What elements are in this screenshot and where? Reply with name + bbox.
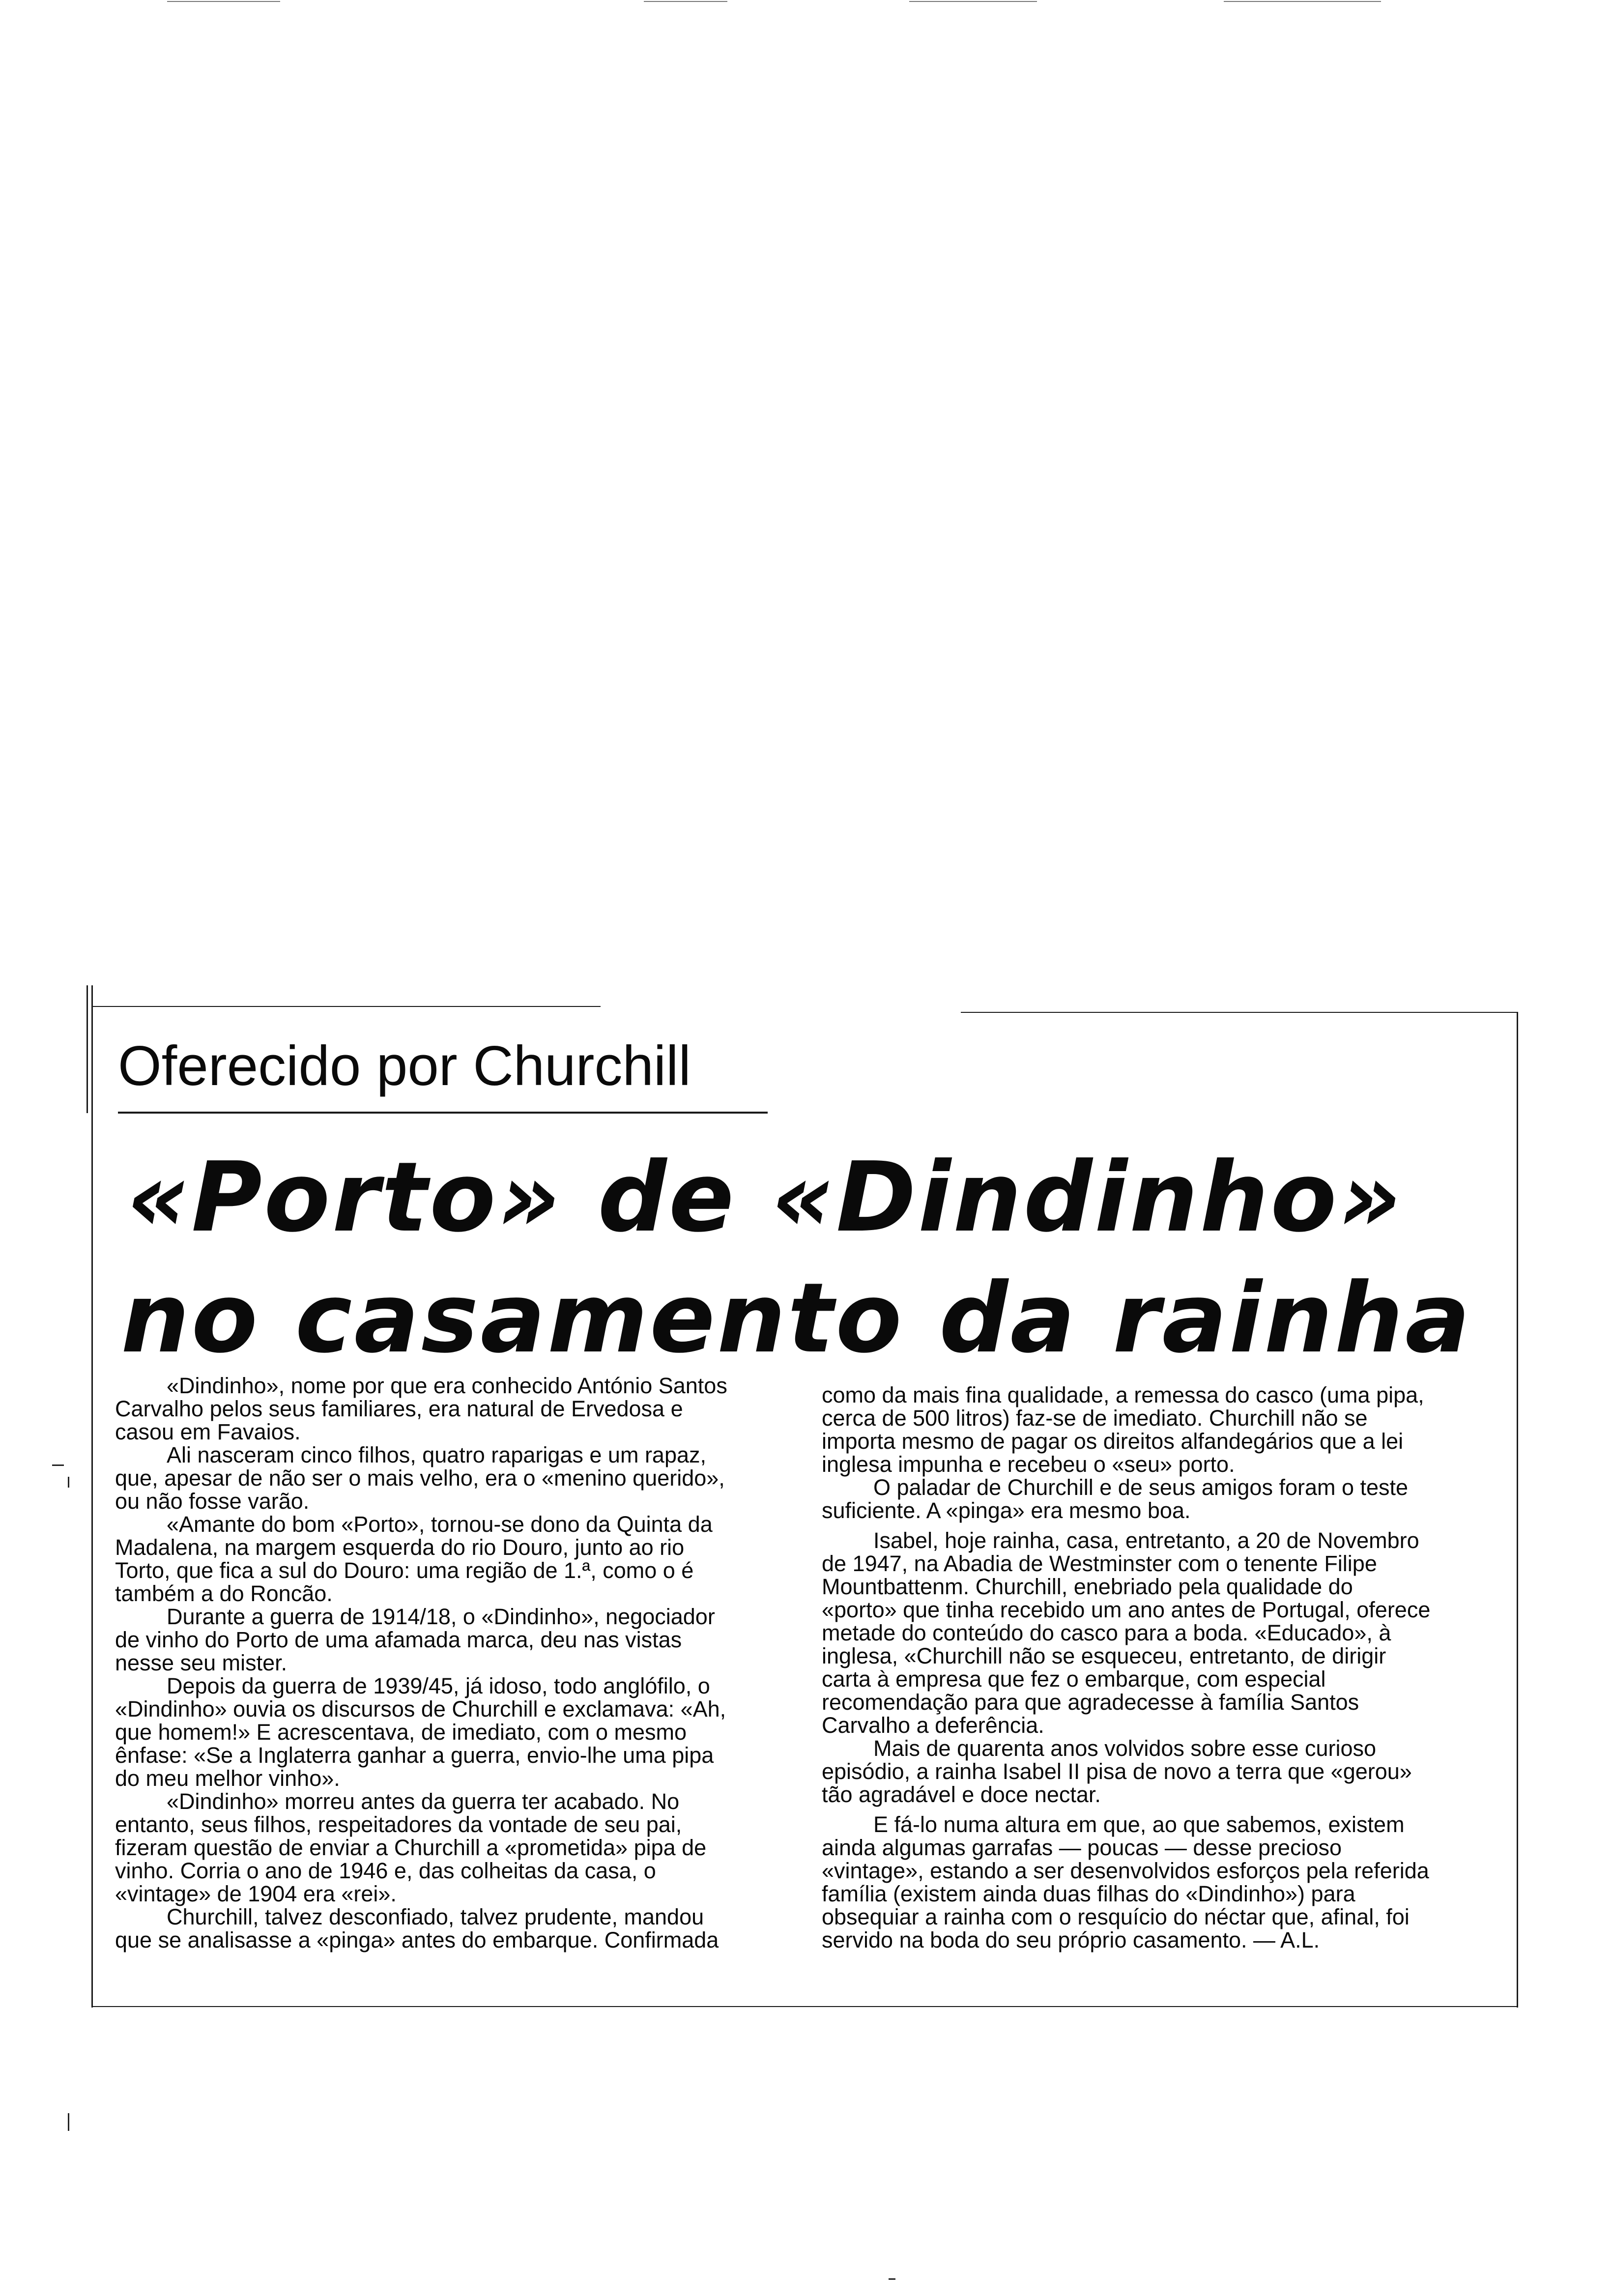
frame-left-border <box>91 985 93 2008</box>
text-line: Isabel, hoje rainha, casa, entretanto, a 20 de Novembro <box>873 1528 1419 1553</box>
frame-right-border <box>1517 1012 1518 2008</box>
margin-mark <box>52 1464 64 1466</box>
text-line: «Amante do bom «Porto», tornou-se dono da Quinta da <box>167 1512 713 1537</box>
text-line: «porto» que tinha recebido um ano antes de Portugal, oferece <box>822 1597 1431 1622</box>
text-line: vinho. Corria o ano de 1946 e, das colheitas da casa, o <box>115 1858 656 1883</box>
text-line: ênfase: «Se a Inglaterra ganhar a guerra, envio-lhe uma pipa <box>115 1743 714 1768</box>
text-line: «vintage» de 1904 era «rei». <box>115 1881 397 1906</box>
text-line: inglesa, «Churchill não se esqueceu, entretanto, de dirigir <box>822 1643 1386 1668</box>
text-line: ou não fosse varão. <box>115 1489 310 1514</box>
text-line: obsequiar a rainha com o resquício do néctar que, afinal, foi <box>822 1904 1410 1929</box>
frame-top-border-left <box>91 1006 601 1007</box>
text-line: carta à empresa que fez o embarque, com especial <box>822 1666 1326 1692</box>
text-line: suficiente. A «pinga» era mesmo boa. <box>822 1498 1191 1523</box>
scan-edge-mark <box>1224 1 1381 2</box>
headline-line-2: no casamento da rainha <box>121 1263 1472 1375</box>
text-line: E fá-lo numa altura em que, ao que sabemos, existem <box>873 1812 1405 1837</box>
text-line: família (existem ainda duas filhas do «Dindinho») para <box>822 1881 1355 1906</box>
text-line: episódio, a rainha Isabel II pisa de novo a terra que «gerou» <box>822 1759 1412 1784</box>
text-line: Ali nasceram cinco filhos, quatro raparigas e um rapaz, <box>167 1442 707 1467</box>
headline-line-1: «Porto» de «Dindinho» <box>127 1142 1404 1254</box>
text-line: entanto, seus filhos, respeitadores da vontade de seu pai, <box>115 1812 682 1837</box>
text-line: como da mais fina qualidade, a remessa do casco (uma pipa, <box>822 1382 1424 1407</box>
article-left-column <box>115 1374 788 1952</box>
text-line: casou em Favaios. <box>115 1419 301 1444</box>
text-line: Mais de quarenta anos volvidos sobre esse curioso <box>873 1736 1377 1761</box>
text-line: de vinho do Porto de uma afamada marca, deu nas vistas <box>115 1627 682 1652</box>
margin-mark <box>889 2278 895 2280</box>
text-line: metade do conteúdo do casco para a boda. «Educado», à <box>822 1620 1391 1645</box>
text-line: importa mesmo de pagar os direitos alfandegários que a lei <box>822 1429 1404 1454</box>
text-line: tão agradável e doce nectar. <box>822 1782 1101 1807</box>
kicker: Oferecido por Churchill <box>118 1035 691 1097</box>
scan-edge-mark <box>644 1 727 2</box>
margin-mark <box>68 2113 69 2131</box>
frame-bottom-border <box>91 2006 1518 2007</box>
text-line: Madalena, na margem esquerda do rio Douro, junto ao rio <box>115 1535 685 1560</box>
text-line: Torto, que fica a sul do Douro: uma região de 1.ª, como o é <box>115 1558 694 1583</box>
text-line: Churchill, talvez desconfiado, talvez prudente, mandou <box>167 1904 704 1929</box>
text-line: O paladar de Churchill e de seus amigos foram o teste <box>873 1475 1409 1500</box>
text-line: também a do Roncão. <box>115 1581 333 1606</box>
text-line: inglesa impunha e recebeu o «seu» porto. <box>822 1452 1235 1477</box>
article-right-column <box>822 1383 1495 1952</box>
text-line: fizeram questão de enviar a Churchill a «prometida» pipa de <box>115 1835 707 1860</box>
text-line: nesse seu mister. <box>115 1650 288 1675</box>
text-line: Carvalho pelos seus familiares, era natural de Ervedosa e <box>115 1396 683 1421</box>
text-line: que homem!» E acrescentava, de imediato, com o mesmo <box>115 1720 687 1745</box>
text-line: que, apesar de não ser o mais velho, era o «menino querido», <box>115 1465 725 1491</box>
text-line: Carvalho a deferência. <box>822 1713 1044 1738</box>
text-line: «Dindinho» ouvia os discursos de Churchill e exclamava: «Ah, <box>115 1696 726 1722</box>
text-line: «Dindinho», nome por que era conhecido António Santos <box>167 1373 727 1398</box>
kicker-underline <box>118 1112 768 1114</box>
text-line: «Dindinho» morreu antes da guerra ter acabado. No <box>167 1789 680 1814</box>
text-line: «vintage», estando a ser desenvolvidos esforços pela referida <box>822 1858 1429 1883</box>
text-line: ainda algumas garrafas — poucas — desse precioso <box>822 1835 1342 1860</box>
text-line: cerca de 500 litros) faz-se de imediato. Churchill não se <box>822 1406 1368 1431</box>
text-line: Depois da guerra de 1939/45, já idoso, todo anglófilo, o <box>167 1673 710 1698</box>
text-line: do meu melhor vinho». <box>115 1766 340 1791</box>
text-line: de 1947, na Abadia de Westminster com o tenente Filipe <box>822 1551 1377 1576</box>
scan-edge-mark <box>167 1 280 2</box>
text-line: Mountbattenm. Churchill, enebriado pela qualidade do <box>822 1574 1353 1599</box>
scan-edge-mark <box>909 1 1037 2</box>
text-line: Durante a guerra de 1914/18, o «Dindinho», negociador <box>167 1604 715 1629</box>
text-line: servido na boda do seu próprio casamento. — A.L. <box>822 1927 1320 1952</box>
margin-mark <box>68 1477 69 1488</box>
frame-top-border-right <box>961 1012 1518 1013</box>
text-line: que se analisasse a «pinga» antes do embarque. Confirmada <box>115 1927 719 1952</box>
frame-left-notch <box>86 985 88 1113</box>
text-line: recomendação para que agradecesse à família Santos <box>822 1690 1359 1715</box>
